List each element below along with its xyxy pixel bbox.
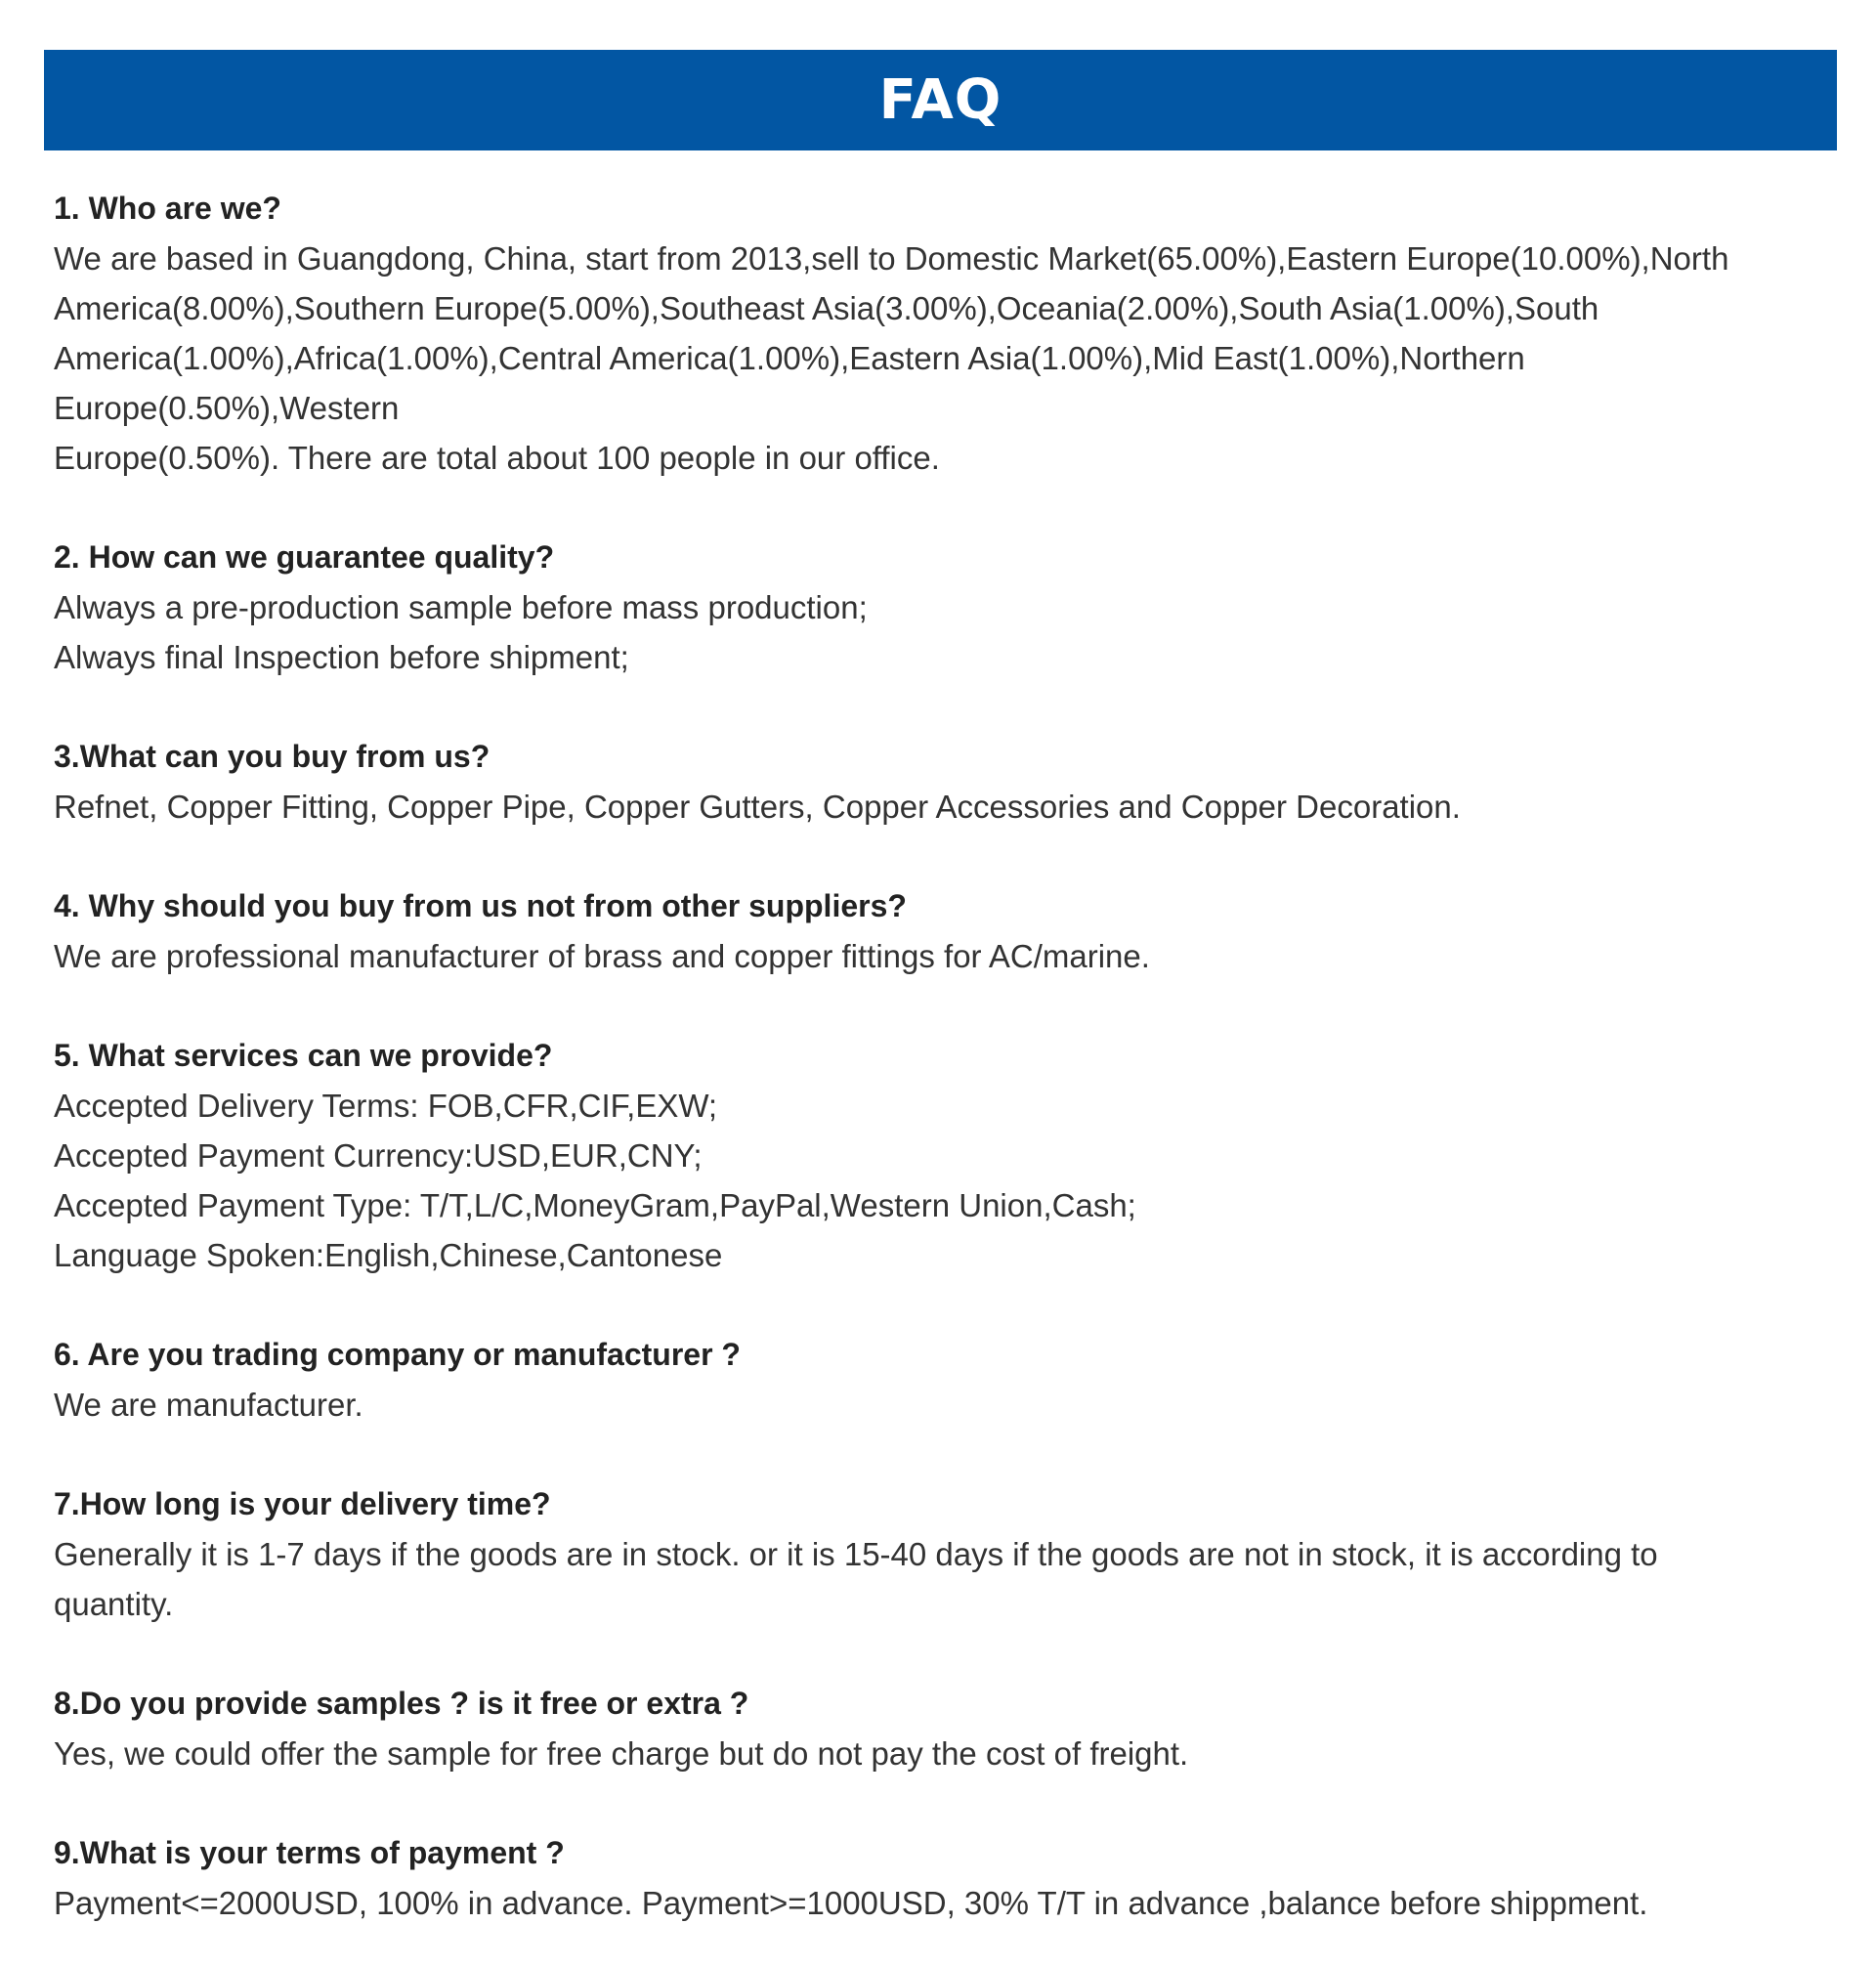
faq-answer-line: Payment<=2000USD, 100% in advance. Payment>=1000USD, 30% T/T in advance ,balance before shippment. — [54, 1885, 1648, 1921]
faq-item-8 — [54, 1679, 1812, 1778]
faq-question: 1. Who are we? — [54, 191, 281, 226]
faq-answer-line: Europe(0.50%),Western — [54, 390, 400, 426]
faq-item-3 — [54, 732, 1812, 832]
faq-answer-line: Yes, we could offer the sample for free charge but do not pay the cost of freight. — [54, 1735, 1189, 1772]
faq-answer-line: Always a pre-production sample before mass production; — [54, 589, 868, 625]
faq-item-2 — [54, 533, 1812, 682]
faq-item-5 — [54, 1031, 1812, 1280]
spacer — [54, 483, 1812, 533]
faq-question: 6. Are you trading company or manufacturer ? — [54, 1337, 741, 1372]
faq-answer-line: Europe(0.50%). There are total about 100 people in our office. — [54, 440, 940, 476]
faq-answer-line: We are based in Guangdong, China, start from 2013,sell to Domestic Market(65.00%),Eastern Europe(10.00%),North — [54, 240, 1729, 277]
faq-question: 5. What services can we provide? — [54, 1038, 553, 1073]
spacer — [54, 1778, 1812, 1828]
faq-answer — [54, 1729, 1812, 1778]
faq-answer-line: Accepted Payment Currency:USD,EUR,CNY; — [54, 1137, 703, 1174]
faq-answer-line: Accepted Payment Type: T/T,L/C,MoneyGram,PayPal,Western Union,Cash; — [54, 1187, 1136, 1223]
faq-question: 7.How long is your delivery time? — [54, 1486, 551, 1521]
faq-answer — [54, 234, 1812, 483]
faq-answer — [54, 782, 1812, 832]
faq-list — [54, 184, 1812, 1928]
spacer — [54, 981, 1812, 1031]
faq-answer — [54, 1878, 1812, 1928]
faq-answer-line: We are manufacturer. — [54, 1387, 363, 1423]
spacer — [54, 1430, 1812, 1479]
faq-item-4 — [54, 881, 1812, 981]
faq-question: 4. Why should you buy from us not from other suppliers? — [54, 888, 907, 923]
faq-answer-line: Accepted Delivery Terms: FOB,CFR,CIF,EXW; — [54, 1088, 718, 1124]
faq-question: 9.What is your terms of payment ? — [54, 1835, 565, 1870]
faq-item-9 — [54, 1828, 1812, 1928]
faq-answer-line: We are professional manufacturer of brass and copper fittings for AC/marine. — [54, 938, 1150, 974]
faq-item-1 — [54, 184, 1812, 483]
spacer — [54, 1280, 1812, 1330]
spacer — [54, 1629, 1812, 1679]
faq-answer — [54, 931, 1812, 981]
faq-question: 2. How can we guarantee quality? — [54, 539, 555, 575]
faq-answer-line: quantity. — [54, 1586, 174, 1622]
faq-question: 8.Do you provide samples ? is it free or extra ? — [54, 1686, 749, 1721]
faq-item-6 — [54, 1330, 1812, 1430]
faq-answer — [54, 1380, 1812, 1430]
faq-answer — [54, 1081, 1812, 1280]
spacer — [54, 832, 1812, 881]
faq-answer-line: Always final Inspection before shipment; — [54, 639, 629, 675]
faq-item-7 — [54, 1479, 1812, 1629]
spacer — [54, 682, 1812, 732]
faq-answer — [54, 582, 1812, 682]
faq-answer-line: Refnet, Copper Fitting, Copper Pipe, Copper Gutters, Copper Accessories and Copper Decoration. — [54, 789, 1461, 825]
page-title: FAQ — [878, 68, 1002, 132]
faq-answer-line: America(8.00%),Southern Europe(5.00%),Southeast Asia(3.00%),Oceania(2.00%),South Asia(1.00%),South — [54, 290, 1599, 326]
faq-answer — [54, 1529, 1812, 1629]
faq-answer-line: Generally it is 1-7 days if the goods are in stock. or it is 15-40 days if the goods are not in stock, it is according to — [54, 1536, 1658, 1572]
faq-banner — [44, 50, 1837, 150]
faq-answer-line: America(1.00%),Africa(1.00%),Central America(1.00%),Eastern Asia(1.00%),Mid East(1.00%),Northern — [54, 340, 1525, 376]
faq-answer-line: Language Spoken:English,Chinese,Cantonese — [54, 1237, 723, 1273]
faq-question: 3.What can you buy from us? — [54, 739, 490, 774]
